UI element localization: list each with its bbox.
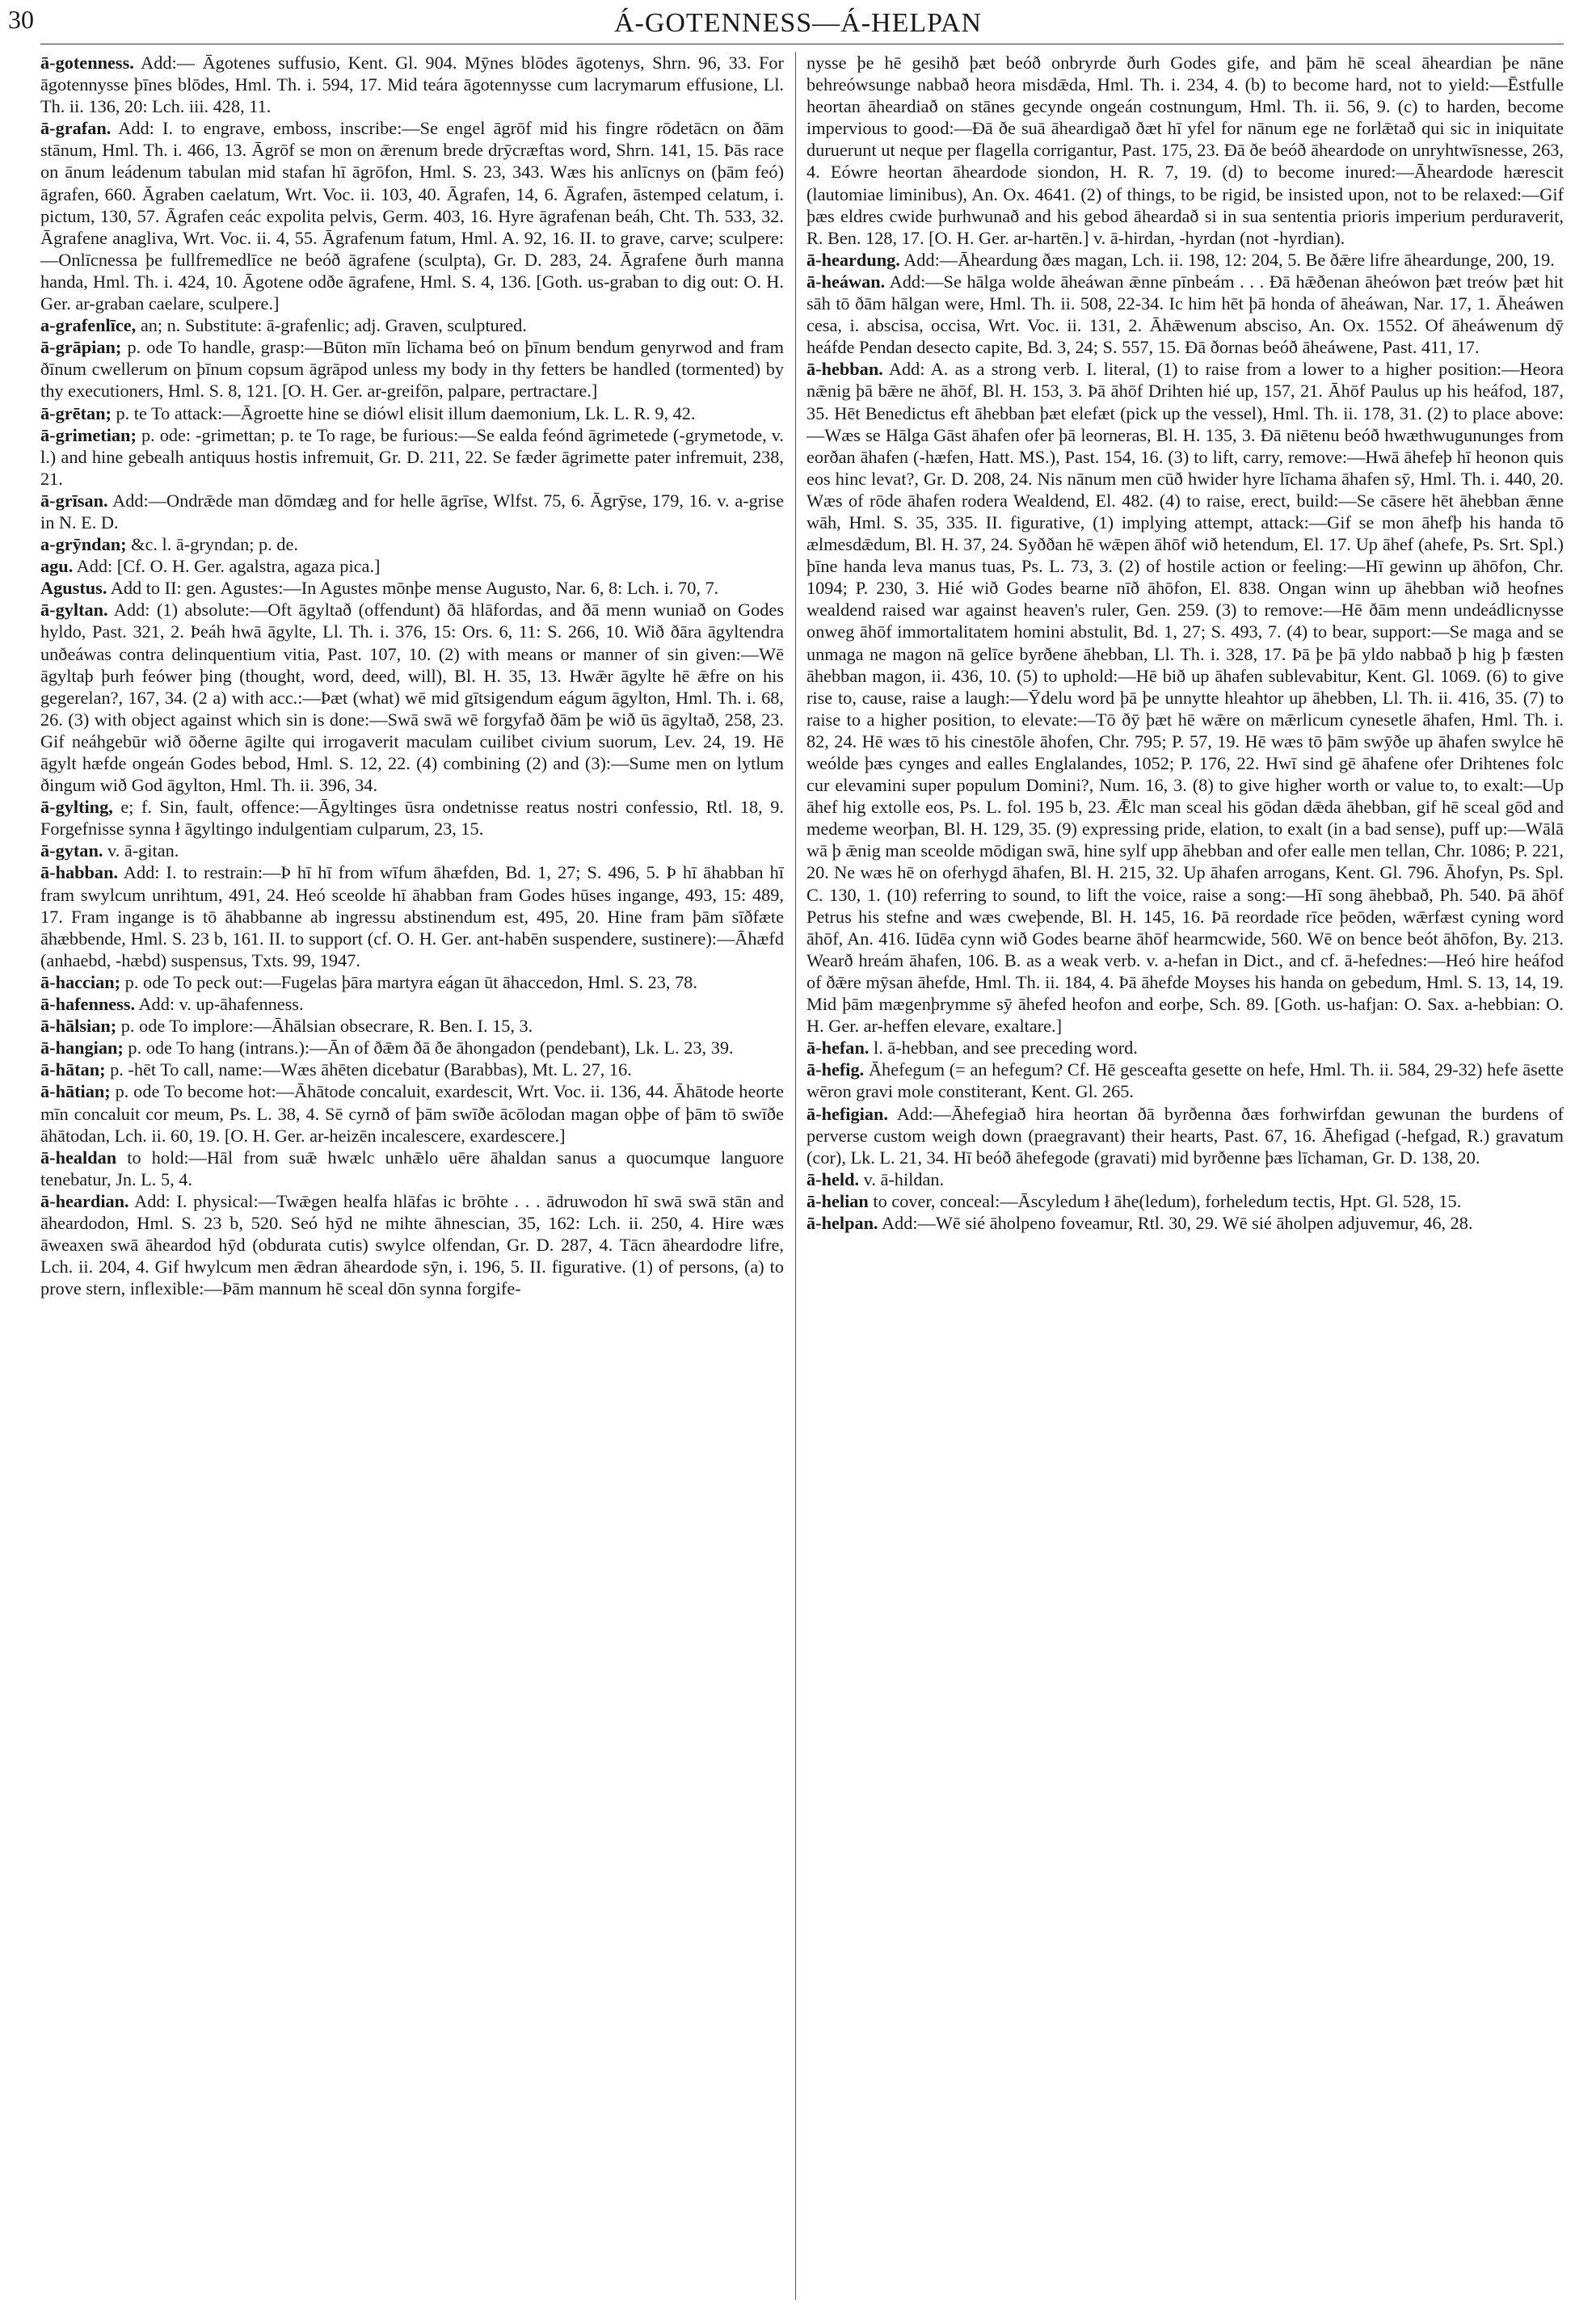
headword: ā-grimetian;	[40, 424, 137, 445]
headword: ā-heardian.	[40, 1190, 129, 1211]
headword: ā-heardung.	[806, 249, 900, 270]
headword: ā-hebban.	[806, 359, 883, 380]
column-divider	[795, 52, 796, 2300]
entry-text: Add:—Āheardung ðæs magan, Lch. ii. 198, 12: 204, 5. Be ðǣre lifre āheardunge, 200, 19.	[903, 249, 1555, 270]
headword: ā-hefigian.	[806, 1103, 888, 1124]
entry-text: Add: I. physical:—Twǣgen healfa hlāfas ic brōhte . . . ādruwodon hī swā swā stān and āheardodon, Hml. S. 23 b, 520. Seó hȳd ne mihte āhnescian, 35, 162: Lch. ii. 250, 4. Hire wæs āweaxen swā āheardod hȳd (obdurata cutis) swylce olfendan, Gr. D. 287, 4. Tācn āheardodre lifre, Lch. ii. 204, 4. Gif hwylcum men ǣdran āheardode sȳn, i. 196, 5. II. figurative. (1) of persons, (a) to prove stern, inflexible:—Þām mannum hē sceal dōn synna forgife-	[40, 1190, 784, 1299]
entry-text: p. te To attack:—Āgroette hine se diówl elisit illum daemonium, Lk. L. R. 9, 42.	[116, 402, 696, 423]
entry-text: p. ode To hang (intrans.):—Ān of ðǣm ðā ðe āhongadon (pendebant), Lk. L. 23, 39.	[128, 1038, 734, 1059]
headword: ā-grāpian;	[40, 337, 122, 358]
entry-text: Āhefegum (= an hefegum? Cf. Hē gesceafta gesette on hefe, Hml. Th. ii. 584, 29-32) hefe āsette wēron gravi mole constiterant, Kent. Gl. 265.	[806, 1059, 1564, 1102]
headword: ā-grīsan.	[40, 490, 108, 511]
entry	[40, 1080, 784, 1146]
entry-text: v. ā-hildan.	[863, 1168, 945, 1189]
entry	[806, 1212, 1564, 1234]
headword: a-grȳndan;	[40, 534, 127, 555]
entry-text: p. -hēt To call, name:—Wæs āhēten dicebatur (Barabbas), Mt. L. 27, 16.	[110, 1059, 632, 1080]
headword: ā-held.	[806, 1168, 860, 1189]
entry	[40, 861, 784, 970]
entry-text: v. ā-gitan.	[107, 840, 179, 861]
entry	[40, 577, 784, 599]
entry	[40, 314, 784, 336]
entry-text: Add to II: gen. Agustes:—In Agustes mōnþe mense Augusto, Nar. 6, 8: Lch. i. 70, 7.	[110, 578, 719, 599]
headword: ā-gotenness.	[40, 53, 134, 73]
entry	[806, 249, 1564, 271]
entry	[806, 1103, 1564, 1168]
headword: ā-gytan.	[40, 840, 103, 861]
entry	[40, 1015, 784, 1037]
entry	[40, 490, 784, 533]
entry-text: l. ā-hebban, and see preceding word.	[874, 1038, 1138, 1059]
entry	[40, 1059, 784, 1080]
headword: ā-haccian;	[40, 971, 121, 992]
headword: ā-healdan	[40, 1147, 117, 1168]
entry	[40, 52, 784, 117]
entry	[806, 1037, 1564, 1059]
entry-text: Add: (1) absolute:—Oft āgyltað (offendunt) ðā hlāfordas, and ðā menn wuniað on Godes hyldo, Past. 321, 2. Þeáh hwā āgylte, Ll. Th. i. 376, 15: Ors. 6, 11: S. 266, 10. Wið ðāra āgyltendra unðeáwas contra delinquentium vitia, Past. 107, 10. (2) with means or manner of sin given:—Wē āgyltaþ þurh feówer þing (thought, word, deed, will), Bl. H. 35, 13. Hwǣr āgylte hē ǣfre on his gegerelan?, 167, 34. (2 a) with acc.:—Þæt (what) wē mid gītsigendum eágum āgylton, Hml. Th. i. 68, 26. (3) with object against which sin is done:—Swā swā wē forgyfað ðām þe wið ūs āgyltað, 258, 23. Gif neáhgebūr wið ōðerne āgilte qui irrogaverit maculam cuilibet civium suorum, Lev. 24, 19. Hē āgylt hæfde ongeán Godes bebod, Hml. S. 12, 22. (4) combining (2) and (3):—Sume men on lytlum ðingum wið God āgylton, Hml. Th. ii. 396, 34.	[40, 600, 784, 796]
entry-text: Add: v. up-āhafenness.	[138, 994, 304, 1015]
headword: agu.	[40, 556, 74, 577]
entry-text: Add:—Wē sié āholpeno foveamur, Rtl. 30, 29. Wē sié āholpen adjuvemur, 46, 28.	[881, 1212, 1473, 1233]
headword: ā-helpan.	[806, 1212, 878, 1233]
entry-text: Add: A. as a strong verb. I. literal, (1) to raise from a lower to a higher position:—Heora nǣnig þā bǣre ne āhōf, Bl. H. 153, 3. Þā āhōf Drihten hié up, 157, 21. Āhōf Paulus up his heáfod, 187, 35. Hēt Benedictus eft āhebban þæt elefæt (pick up the vessel), Hml. Th. ii. 178, 31. (2) to place above:—Wæs se Hālga Gāst āhafen ofer þā leorneras, Bl. H. 135, 3. Ðā niētenu beóð hwæthwugununges from eorðan āhafen (-hæfen, Hatt. MS.), Past. 154, 16. (3) to lift, carry, remove:—Hwā āhefeþ hī heonon quis eos hinc levat?, Gr. D. 208, 24. Nis nānum men cūð hwider hyre līchama āhafen sȳ, Hml. Th. i. 440, 20. Wæs of rōde āhafen rodera Wealdend, El. 482. (4) to raise, erect, build:—Se cāsere hēt āhebban ǣnne wāh, Hml. S. 35, 335. II. figurative, (1) implying attempt, attack:—Gif se mon āhefþ his handa tō ælmesdǣdum, Bl. H. 37, 24. Syððan hē wǣpen āhōf wið hetendum, El. 17. Up āhef (ahefe, Ps. Srt. Spl.) þīne handa leva manus tuas, Ps. L. 73, 3. (2) of hostile action or feeling:—Hī gewinn up āhōfon, Chr. 1094; P. 230, 3. Hié wið Godes bearne nīð āhōfon, El. 838. Ongan winn up āhebban wið heofnes wealdend raised war against heaven's ruler, Gen. 259. (3) to remove:—Hē ðām menn undeádlicnysse onweg āhōf immortalitatem homini abstulit, Bd. 1, 27; S. 493, 7. (4) to bear, support:—Se maga and se unmaga ne magon nā gelīce byrðene āhebban, Ll. Th. i. 328, 17. Þā þe þā yldo nabbað þ hig þ fæsten āhebban magon, ii. 436, 10. (5) to uphold:—Hē bið up āhafen sublevabitur, Kent. Gl. 1069. (6) to give rise to, cause, raise a laugh:—Ȳdelu word þā þe unnytte hleahtor up āhebben, Ll. Th. ii. 416, 35. (7) to raise to a higher position, to elevate:—Tō ðȳ þæt hē wǣre on mǣrlicum cynesetle āhafen, Hml. Th. i. 82, 24. Hē wæs tō his cinestōle āhofen, Chr. 795; P. 57, 19. Hē wæs tō þām swȳðe up āhafen swylce hē weólde þæs cynges and ealles Englalandes, 1052; P. 176, 22. Hwī sind gē āhafene ofer Drihtenes folc cur elevamini super populum Domini?, Num. 16, 3. (8) to give higher worth or value to, to exalt:—Up āhef hig extolle eos, Ps. L. fol. 195 b, 23. Ǣlc man sceal his gōdan dǣda āhebban, gif hē sceal gōd and medeme weorþan, Bl. H. 129, 35. (9) expressing pride, elation, to exalt (in a bad sense), puff up:—Wālā wā þ ǣnig man sceolde mōdigan swā, hine sylf upp āhebban and ofer ealle men tellan, Chr. 1086; P. 221, 20. Ne wæs hē on oferhygd āhafen, Bl. H. 215, 32. Up āhafen arrogans, Kent. Gl. 796. Āhofyn, Ps. Spl. C. 130, 1. (10) referring to sound, to lift the voice, raise a song:—Hī song āhebbað, Ph. 540. Þā āhōf Petrus his stefne and wæs cweþende, Bl. H. 145, 16. Þā reordade rīce þeōden, wǣrfæst cyning word āhōf, An. 416. Iūdēa cynn wið Godes bearne āhōf hearmcwide, 560. Wē on bence beót āhōfon, By. 213. Wearð hreám āhafen, 106. B. as a weak verb. v. a-hefan in Dict., and cf. ā-hefednes:—Heó hire heáfod of ðǣre mȳsan āhefde, Hml. Th. ii. 184, 4. Þā āhefde Moyses his handa on gebedum, Hml. S. 13, 14, 19. Mid þām mægenþrymme sȳ āhefed heofon and eorþe, Sch. 89. [Goth. us-hafjan: O. Sax. a-hebbian: O. H. Ger. ar-heffen elevare, exaltare.]	[806, 359, 1564, 1037]
entry	[40, 1190, 784, 1299]
entry	[40, 840, 784, 861]
page-number: 30	[8, 5, 34, 34]
entry-text: Add:—Ondrǣde man dōmdæg and for helle āgrīse, Wlfst. 75, 6. Āgrȳse, 179, 16. v. a-grise in N. E. D.	[40, 490, 784, 532]
right-column	[806, 52, 1564, 2300]
entry-text: Add: I. to engrave, emboss, inscribe:—Se engel āgrōf mid his fingre rōdetācn on ðām stānum, Hml. Th. i. 466, 13. Āgrōf se mon on ǣrenum brede drȳcræftas word, Shrn. 141, 15. Þās race on ānum leádenum tabulan mid stafan hī āgrōfon, Hml. S. 23, 343. Wæs his anlīcnys on (þām feó) āgrafen, 660. Āgraben caelatum, Wrt. Voc. ii. 103, 40. Āgrafen, 14, 6. Āgrafen, āstemped celatum, i. pictum, 130, 57. Āgrafen ceác expolita pelvis, Germ. 403, 16. Hyre āgrafenan beáh, Cht. Th. 533, 32. Āgrafene anagliva, Wrt. Voc. ii. 4, 55. Āgrafenum fatum, Hml. A. 92, 16. II. to grave, carve; sculpere:—Onlīcnessa þe fullfremedlīce ne beóð āgrafene (sculpta), Gr. D. 283, 24. Āgrafene ðurh manna handa, Hml. Th. i. 424, 10. Āgotene odðe āgrafene, Hml. S. 4, 136. [Goth. us-graban to dig out: O. H. Ger. ar-graban caelare, sculpere.]	[40, 118, 784, 314]
entry-text: Add:— Āgotenes suffusio, Kent. Gl. 904. Mȳnes blōdes āgotenys, Shrn. 96, 33. For āgotennysse þīnes blōdes, Hml. Th. i. 594, 17. Mid teára āgotennysse cum lacrymarum effusione, Ll. Th. ii. 136, 20: Lch. iii. 428, 11.	[40, 53, 784, 117]
entry	[806, 1059, 1564, 1102]
headword: ā-hangian;	[40, 1038, 124, 1059]
entry	[806, 1190, 1564, 1212]
headword: ā-grētan;	[40, 402, 112, 423]
headword: ā-helian	[806, 1190, 869, 1211]
entry-text: Add:—Āhefegiað hira heortan ðā byrðenna ðæs forhwirfdan gewunan the burdens of perverse custom weigh down (praegravant) their hearts, Past. 67, 16. Āhefigad (-hefgad, R.) gravatum (cor), Lk. L. 21, 34. Hī beóð āhefegode (gravati) mid byrðenne þæs līchaman, Gr. D. 138, 20.	[806, 1103, 1564, 1168]
running-head: Á-GOTENNESS—Á-HELPAN	[613, 8, 983, 38]
entry-text: Add:—Se hālga wolde āheáwan ǣnne pīnbeám . . . Ðā hǣðenan āheówon þæt treów þæt hit sāh tō ðām hālgan were, Hml. Th. ii. 508, 22-34. Ic him hēt þā honda of āheáwan, Nar. 17, 1. Āheáwen cesa, i. abscisa, occisa, Wrt. Voc. ii. 131, 2. Āhǣwenum absciso, An. Ox. 1552. Of āheáwenum dȳ heáfde Pendan desecto capite, Bd. 3, 24; S. 557, 15. Ðā ðornas beóð āheáwene, Past. 411, 17.	[806, 271, 1564, 358]
headword: ā-hālsian;	[40, 1016, 117, 1037]
headword: ā-grafan.	[40, 118, 112, 139]
entry	[40, 117, 784, 314]
page-header	[32, 5, 1564, 42]
entry-text: p. ode To implore:—Āhālsian obsecrare, R. Ben. I. 15, 3.	[120, 1016, 533, 1037]
entry-text: to hold:—Hāl from suǣ hwælc unhǣlo uēre āhaldan sanus a quocumque languore tenebatur, Jn. L. 5, 4.	[40, 1147, 784, 1189]
headword: a-grafenlīce,	[40, 315, 137, 336]
entry	[40, 599, 784, 796]
entry	[40, 402, 784, 424]
entry	[40, 796, 784, 840]
headword: ā-hefig.	[806, 1059, 865, 1080]
entry	[40, 993, 784, 1015]
entry	[40, 555, 784, 577]
entry-text: p. ode To become hot:—Āhātode concaluit, exardescit, Wrt. Voc. ii. 136, 44. Āhātode heorte mīn concaluit cor meum, Ps. L. 38, 4. Sē cyrnð of þām swīðe ācōlodan magan oþþe of þām tō swīðe āhātodan, Lch. ii. 60, 19. [O. H. Ger. ar-heizēn incalescere, exardescere.]	[40, 1081, 784, 1146]
headword: ā-hefan.	[806, 1038, 870, 1059]
entry-text: &c. l. ā-gryndan; p. de.	[131, 534, 298, 555]
left-column	[40, 52, 784, 2300]
entry-text: e; f. Sin, fault, offence:—Āgyltinges ūsra ondetnisse reatus nostri confessio, Rtl. 18, 9. Forgefnisse synna ł āgyltingo indulgentiam culparum, 23, 15.	[40, 797, 784, 840]
entry	[806, 271, 1564, 358]
entry	[40, 533, 784, 555]
headword: ā-hātian;	[40, 1081, 111, 1102]
entry-text: p. ode: -grimettan; p. te To rage, be furious:—Se ealda feónd āgrimetede (-grymetode, v. l.) and hine gebealh antiquus hostis infremuit, Gr. D. 211, 22. Se fæder āgrimette pater infremuit, 238, 21.	[40, 424, 784, 489]
entry-text: p. ode To handle, grasp:—Būton mīn līchama beó on þīnum bendum genyrwod and fram ðīnum cwellerum on þīnum copsum āgrāpod unless my body in thy fetters be handled (tormented) by thy executioners, Hml. S. 8, 121. [O. H. Ger. ar-greifōn, palpare, pertractare.]	[40, 337, 784, 402]
continued-entry-text: nysse þe hē gesihð þæt beóð onbryrde ðurh Godes gife, and þām hē sceal āheardian þe nāne behreówsunge nabbað heora misdǣda, Hml. Th. i. 234, 4. (b) to become hard, not to yield:—Ēstfulle heortan āheardiað on stānes gecynde ongeán costnungum, Hml. Th. ii. 56, 9. (c) to harden, become impervious to good:—Ðā ðe suā āheardigað ðæt hī yfel for nānum ege ne forlǣtað qui sic in iniquitate duruerunt ut neque per flagella corrigantur, Past. 175, 23. Ðā ðe beóð āheardode on unryhtwīsnesse, 263, 4. Eówre heortan āheardode siondon, H. R. 7, 19. (d) to become inured:—Āheardode hærescit (lautomiae liminibus), An. Ox. 4641. (2) of things, to be rigid, be insisted upon, not to be relaxed:—Gif þæs eldres cwide þurhwunað and his gebod āheardað si in sua sententia prioris imperium perduraverit, R. Ben. 128, 17. [O. H. Ger. ar-hartēn.] v. ā-hirdan, -hyrdan (not -hyrdian).	[806, 53, 1564, 248]
entry-text: p. ode To peck out:—Fugelas þāra martyra eágan ūt āhaccedon, Hml. S. 23, 78.	[124, 971, 697, 992]
entry	[806, 358, 1564, 1037]
headword: ā-habban.	[40, 862, 119, 883]
headword: Agustus.	[40, 578, 107, 599]
entry	[40, 1147, 784, 1190]
columns	[40, 52, 1564, 2300]
entry	[806, 1168, 1564, 1190]
headword: ā-hātan;	[40, 1059, 106, 1080]
headword: ā-gylting,	[40, 797, 113, 818]
entry-text: Add: I. to restrain:—Þ hī hī from wīfum āhæfden, Bd. 1, 27; S. 496, 5. Þ hī āhabban hī fram swylcum unrihtum, 491, 24. Heó sceolde hī āhabban fram Godes hūses ingange, 493, 15: 489, 17. Fram ingange is tō āhabbanne ab ingressu abstinendum est, 495, 20. Hine fram þām sīðfæte āhæbbende, Hml. S. 23 b, 161. II. to support (cf. O. H. Ger. ant-habēn suspendere, sustinere):—Āhæfd (anhaebd, -hæbd) suspensus, Txts. 99, 1947.	[40, 862, 784, 970]
headword: ā-heáwan.	[806, 271, 886, 292]
headword: ā-hafenness.	[40, 994, 136, 1015]
headword: ā-gyltan.	[40, 600, 108, 621]
entry-text: Add: [Cf. O. H. Ger. agalstra, agaza pica.]	[76, 556, 381, 577]
entry-text: to cover, conceal:—Āscyledum ł āhe(ledum), forheledum tectis, Hpt. Gl. 528, 15.	[873, 1190, 1462, 1211]
entry-text: an; n. Substitute: ā-grafenlic; adj. Graven, sculptured.	[140, 315, 527, 336]
entry	[40, 336, 784, 402]
entry	[40, 971, 784, 993]
entry	[40, 424, 784, 490]
entry	[40, 1037, 784, 1059]
